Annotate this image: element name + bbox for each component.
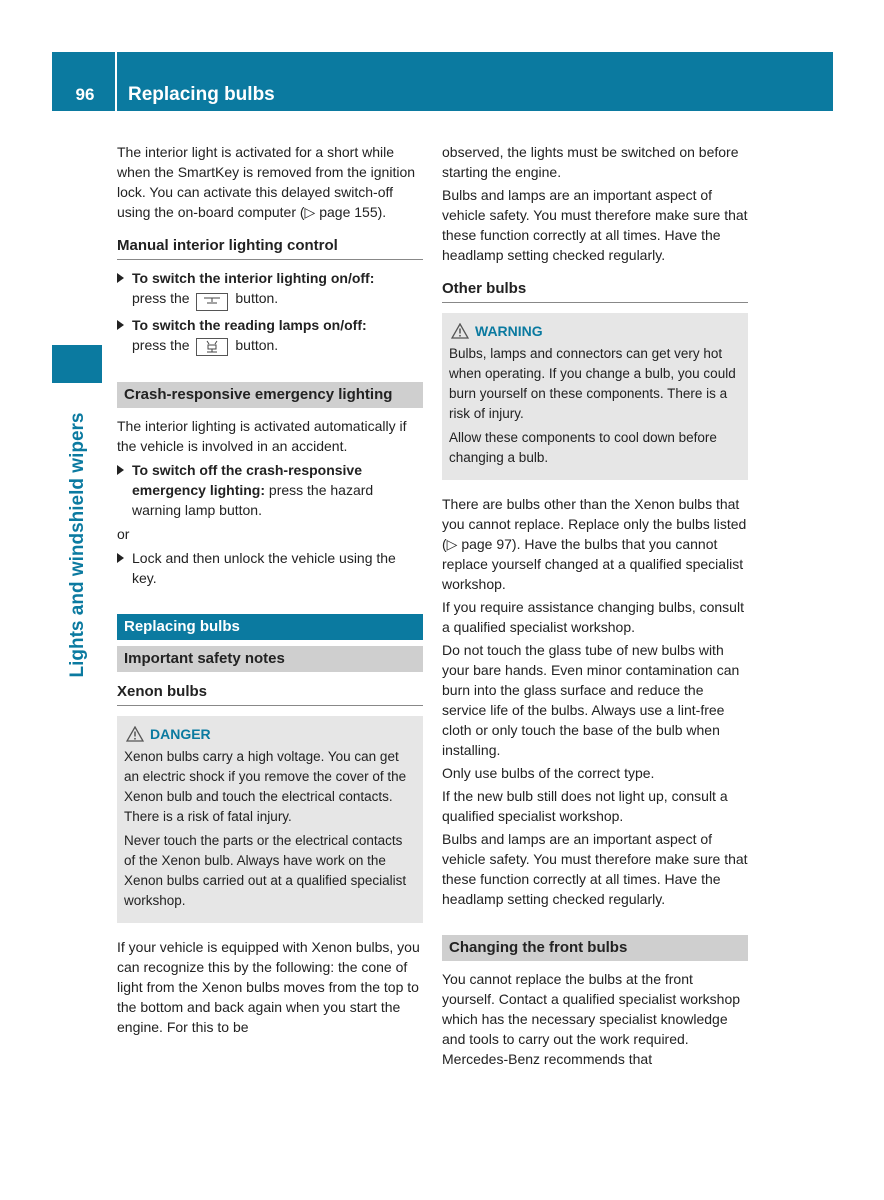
safety-paragraph: Bulbs and lamps are an important aspect of vehicle safety. You must therefore make sure that these function correctly at all times. Have the headlamp setting checked regularly. [442, 187, 748, 263]
danger-title [124, 724, 416, 744]
step-text: press the [132, 337, 190, 353]
continued-paragraph: observed, the lights must be switched on before starting the engine. [442, 144, 739, 180]
xenon-paragraph: If your vehicle is equipped with Xenon bulbs, you can recognize this by the following: the cone of light from the Xenon bulbs moves from the top to the bottom and back again when you start the engine. For this to be [117, 939, 420, 1035]
arrow-bullet-icon [117, 320, 124, 330]
front-bulbs-heading: Changing the front bulbs [442, 935, 748, 961]
warning-triangle-icon [451, 323, 469, 339]
danger-box [117, 716, 423, 923]
arrow-bullet-icon [117, 553, 124, 563]
step-interior-lighting [117, 268, 423, 311]
chapter-label: Lights and windshield wipers [67, 412, 88, 678]
header-divider [115, 52, 117, 111]
body-paragraph: There are bulbs other than the Xenon bulbs that you cannot replace. Replace only the bulbs listed (▷ page 97). Have the bulbs that you cannot replace yourself changed at a qualified specialist workshop. [442, 496, 747, 592]
warning-paragraph: Bulbs, lamps and connectors can get very hot when operating. If you change a bulb, you could burn yourself on these components. There is a risk of injury. [449, 346, 736, 421]
step-title: To switch off the crash-responsive emergency lighting: [132, 462, 363, 498]
step-title: To switch the reading lamps on/off: [132, 317, 367, 333]
crash-lighting-heading: Crash-responsive emergency lighting [117, 382, 423, 408]
side-tab-marker [52, 345, 102, 383]
body-paragraph: Do not touch the glass tube of new bulbs with your bare hands. Even minor contamination can burn into the glass surface and reduce the service life of the bulbs. Always use a lint-free cloth or only touch the base of the bulb when installing. [442, 642, 740, 758]
warning-triangle-icon [126, 726, 144, 742]
page-title: Replacing bulbs [128, 84, 275, 105]
replacing-bulbs-heading: Replacing bulbs [117, 614, 423, 640]
right-column [442, 142, 748, 1072]
danger-paragraph: Never touch the parts or the electrical contacts of the Xenon bulb. Always have work on the Xenon bulbs carried out at a qualified specialist workshop. [124, 833, 407, 908]
step-lock-unlock [117, 548, 423, 588]
warning-box [442, 313, 748, 480]
step-reading-lamps [117, 315, 423, 356]
warning-paragraph: Allow these components to cool down before changing a bulb. [449, 430, 717, 465]
xenon-heading: Xenon bulbs [117, 682, 423, 706]
step-text: button. [235, 337, 279, 353]
page-number: 96 [75, 85, 95, 104]
step-text: press the [132, 290, 190, 306]
body-paragraph: If you require assistance changing bulbs, consult a qualified specialist workshop. [442, 599, 744, 635]
step-text: Lock and then unlock the vehicle using the key. [132, 550, 396, 586]
front-bulbs-paragraph: You cannot replace the bulbs at the front yourself. Contact a qualified specialist workshop which has the necessary specialist knowledge and tools to carry out the work required. Mercedes-Benz recommends that [442, 971, 741, 1067]
interior-light-icon [196, 293, 228, 311]
step-crash-off [117, 460, 423, 520]
step-title: To switch the interior lighting on/off: [132, 270, 375, 286]
danger-label: DANGER [150, 726, 211, 742]
body-paragraph: If the new bulb still does not light up, consult a qualified specialist workshop. [442, 788, 728, 824]
arrow-bullet-icon [117, 273, 124, 283]
reading-lamp-icon [196, 338, 228, 356]
step-text: button. [235, 290, 279, 306]
intro-paragraph: The interior light is activated for a short while when the SmartKey is removed from the ignition lock. You can activate this delayed switch-off using the on-board computer (▷ page 155). [117, 144, 416, 220]
manual-lighting-heading: Manual interior lighting control [117, 236, 423, 260]
body-paragraph: Only use bulbs of the correct type. [442, 765, 655, 781]
arrow-bullet-icon [117, 465, 124, 475]
body-paragraph: Bulbs and lamps are an important aspect of vehicle safety. You must therefore make sure that these function correctly at all times. Have the headlamp setting checked regularly. [442, 831, 748, 907]
step-text: press the hazard warning lamp button. [132, 482, 374, 518]
crash-paragraph: The interior lighting is activated automatically if the vehicle is involved in an accident. [117, 418, 407, 454]
warning-label: WARNING [475, 323, 543, 339]
or-text: or [117, 526, 130, 542]
danger-paragraph: Xenon bulbs carry a high voltage. You can get an electric shock if you remove the cover of the Xenon bulb and touch the electrical contacts. There is a risk of fatal injury. [124, 749, 407, 824]
left-column [117, 142, 423, 1040]
other-bulbs-heading: Other bulbs [442, 279, 748, 303]
safety-notes-heading: Important safety notes [117, 646, 423, 672]
warning-title [449, 321, 741, 341]
